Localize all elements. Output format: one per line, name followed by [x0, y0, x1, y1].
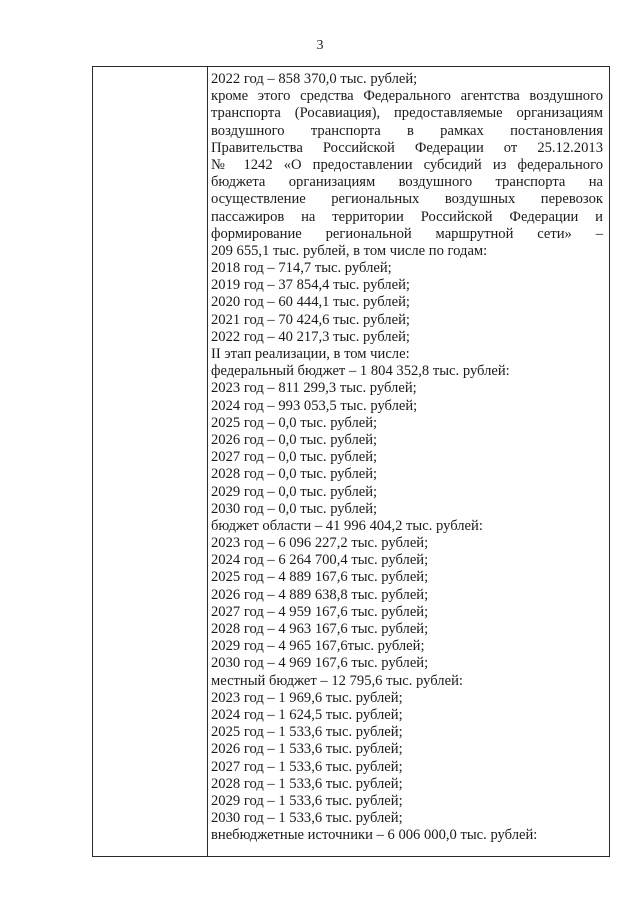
text-line: 2025 год – 0,0 тыс. рублей;	[211, 414, 378, 431]
page-number: 3	[316, 38, 324, 53]
text-line: бюджета организациям воздушного транспорта на	[211, 174, 603, 191]
text-line: 2029 год – 4 965 167,6тыс. рублей;	[211, 638, 425, 655]
text-line: 2022 год – 40 217,3 тыс. рублей;	[211, 328, 410, 345]
text-line: 2020 год – 60 444,1 тыс. рублей;	[211, 294, 410, 311]
text-line: 2023 год – 811 299,3 тыс. рублей;	[211, 380, 417, 397]
text-line: 2019 год – 37 854,4 тыс. рублей;	[211, 277, 410, 294]
text-line: 2028 год – 4 963 167,6 тыс. рублей;	[211, 621, 429, 637]
text-line: 2025 год – 4 889 167,6 тыс. рублей;	[211, 569, 429, 586]
text-line: осуществление региональных воздушных перевозок	[211, 191, 603, 208]
text-line: 2030 год – 4 969 167,6 тыс. рублей;	[211, 655, 429, 672]
text-line: Правительства Российской Федерации от 25.12.2013	[211, 139, 603, 156]
text-line: 2027 год – 4 959 167,6 тыс. рублей;	[211, 603, 429, 620]
text-line: 2026 год – 4 889 638,8 тыс. рублей;	[211, 586, 429, 603]
text-line: пассажиров на территории Российской Федерации и	[211, 208, 603, 225]
text-line: 2024 год – 6 264 700,4 тыс. рублей;	[211, 552, 429, 569]
text-line: 2029 год – 1 533,6 тыс. рублей;	[211, 792, 403, 809]
text-line: 2023 год – 6 096 227,2 тыс. рублей;	[211, 535, 429, 552]
text-line: 2030 год – 0,0 тыс. рублей;	[211, 500, 378, 517]
text-line: 2024 год – 993 053,5 тыс. рублей;	[211, 397, 418, 414]
text-line: 2025 год – 1 533,6 тыс. рублей;	[211, 724, 403, 741]
text-line: 2022 год – 858 370,0 тыс. рублей;	[211, 71, 418, 87]
table-left-cell	[93, 67, 208, 856]
text-line: федеральный бюджет – 1 804 352,8 тыс. рублей:	[211, 363, 510, 380]
text-line: 209 655,1 тыс. рублей, в том числе по годам:	[211, 242, 488, 259]
text-line: 2028 год – 1 533,6 тыс. рублей;	[211, 775, 403, 792]
table-right-cell	[211, 71, 603, 844]
document-table	[92, 66, 610, 857]
text-line: 2030 год – 1 533,6 тыс. рублей;	[211, 810, 403, 827]
text-line: 2018 год – 714,7 тыс. рублей;	[211, 260, 392, 277]
text-line: № 1242 «О предоставлении субсидий из федерального	[211, 156, 603, 173]
text-line: 2029 год – 0,0 тыс. рублей;	[211, 483, 378, 500]
text-line: бюджет области – 41 996 404,2 тыс. рублей:	[211, 517, 483, 534]
text-line: 2024 год – 1 624,5 тыс. рублей;	[211, 706, 403, 723]
text-line: 2021 год – 70 424,6 тыс. рублей;	[211, 311, 410, 328]
text-line: 2027 год – 1 533,6 тыс. рублей;	[211, 758, 403, 775]
text-line: формирование региональной маршрутной сети» –	[211, 225, 603, 242]
text-line: II этап реализации, в том числе:	[211, 346, 410, 362]
text-line: внебюджетные источники – 6 006 000,0 тыс. рублей:	[211, 827, 538, 844]
text-line: транспорта (Росавиация), предоставляемые организациям	[211, 105, 603, 122]
text-line: 2028 год – 0,0 тыс. рублей;	[211, 466, 378, 483]
text-line: 2026 год – 0,0 тыс. рублей;	[211, 431, 378, 448]
text-line: 2023 год – 1 969,6 тыс. рублей;	[211, 689, 403, 706]
text-line: местный бюджет – 12 795,6 тыс. рублей:	[211, 672, 463, 689]
text-line: воздушного транспорта в рамках постановления	[211, 122, 603, 139]
text-line: кроме этого средства Федерального агентства воздушного	[211, 88, 603, 105]
text-line: 2026 год – 1 533,6 тыс. рублей;	[211, 741, 403, 758]
text-line: 2027 год – 0,0 тыс. рублей;	[211, 449, 378, 466]
